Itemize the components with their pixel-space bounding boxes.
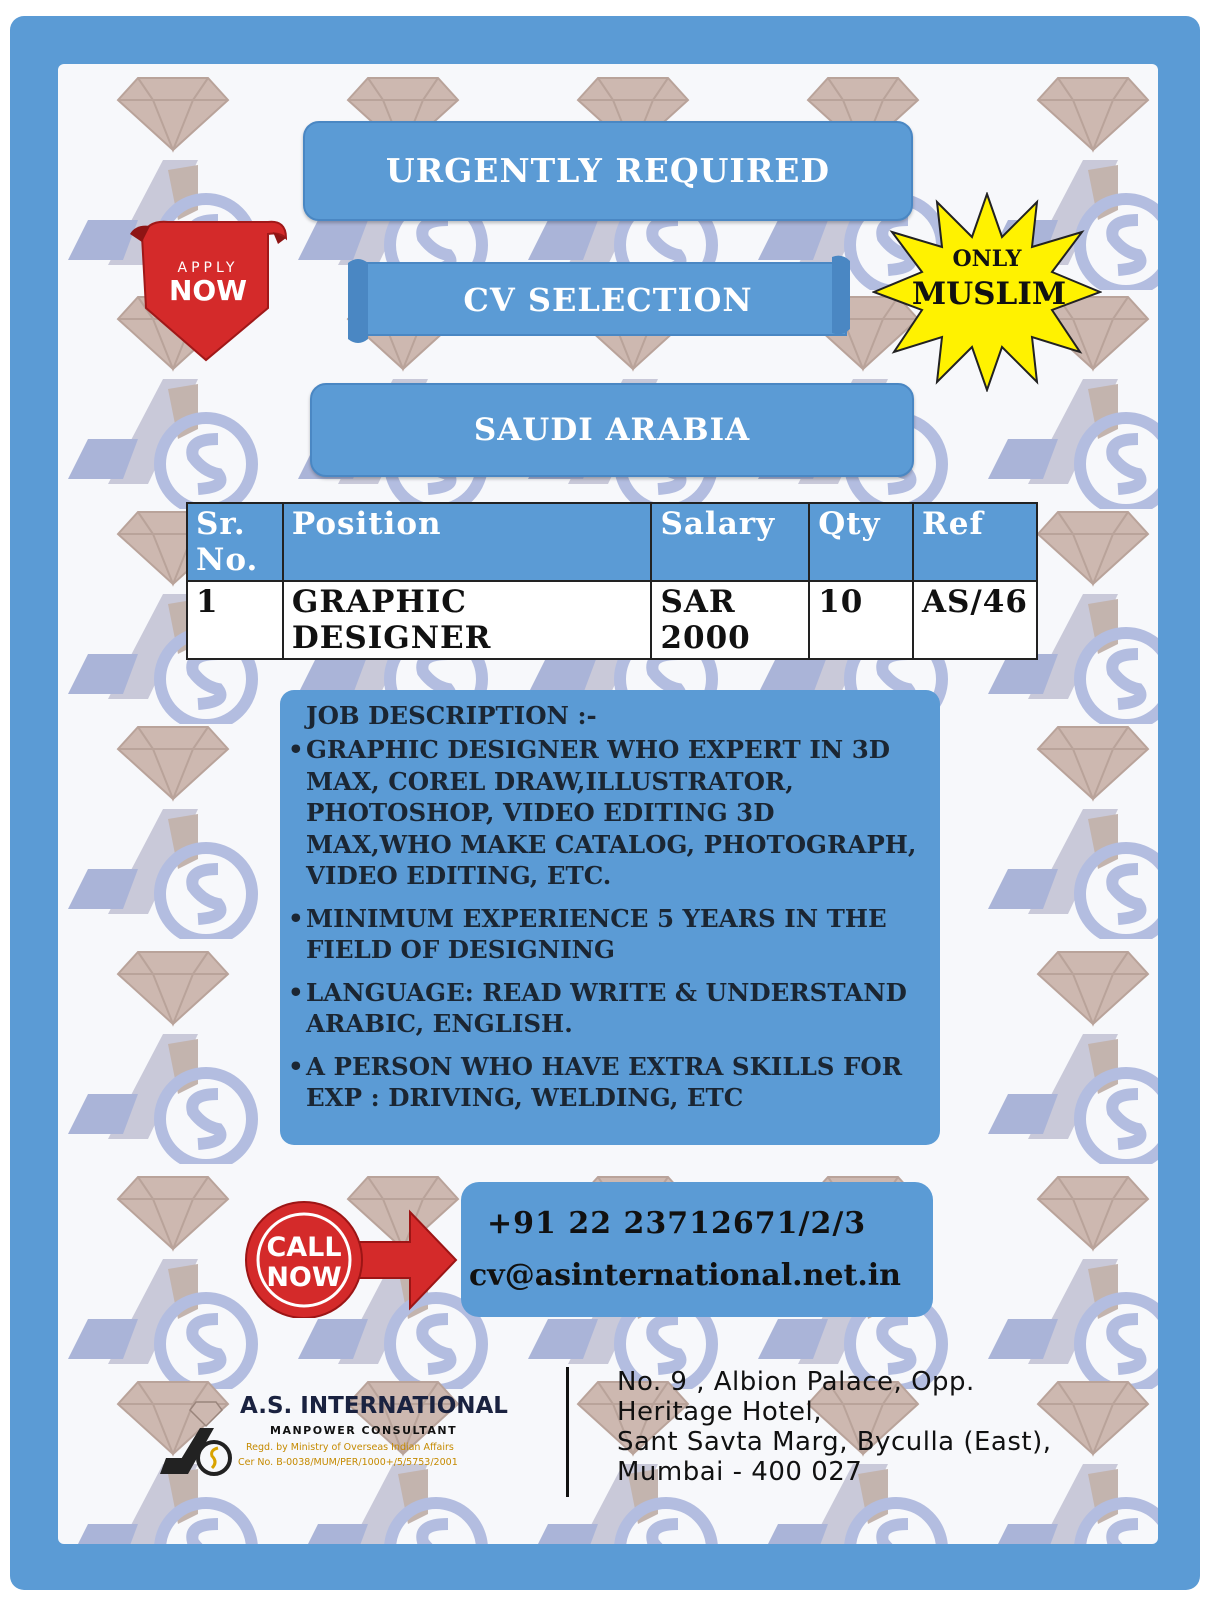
job-description-heading: JOB DESCRIPTION :- (306, 701, 597, 730)
cell-ref: AS/46 (913, 581, 1037, 659)
address-line: Mumbai - 400 027 (617, 1457, 863, 1487)
cell-sr-no: 1 (187, 581, 283, 659)
company-address (617, 1367, 1052, 1487)
list-item: • GRAPHIC DESIGNER WHO EXPERT IN 3D MAX, COREL DRAW,ILLUSTRATOR, PHOTOSHOP, VIDEO EDITING 3D MAX,WHO MAKE CATALOG, PHOTOGRAPH, VIDEO EDITING, ETC. (288, 734, 928, 892)
apply-now-ribbon[interactable] (128, 220, 288, 370)
now-call-text: NOW (266, 1262, 342, 1293)
phone-number[interactable]: +91 22 23712671/2/3 (487, 1206, 867, 1241)
watermark-logo (988, 719, 1158, 939)
cell-position: GRAPHIC DESIGNER (283, 581, 652, 659)
table-row (187, 581, 1037, 659)
urgently-required-text: URGENTLY REQUIRED (385, 151, 831, 190)
company-certificate: Cer No. B-0038/MUM/PER/1000+/5/5753/2001 (238, 1457, 458, 1468)
job-description-box (280, 690, 940, 1145)
cv-selection-text: CV SELECTION (463, 281, 753, 319)
now-text: NOW (168, 274, 248, 307)
watermark-logo (68, 719, 258, 939)
company-tagline: MANPOWER CONSULTANT (270, 1424, 458, 1437)
company-name: A.S. INTERNATIONAL (240, 1393, 508, 1419)
watermark-logo (68, 1169, 258, 1389)
call-text: CALL (266, 1232, 342, 1263)
header-position: Position (283, 503, 652, 581)
address-line: Sant Savta Marg, Byculla (East), (617, 1427, 1052, 1457)
call-now-button[interactable] (240, 1198, 460, 1318)
muslim-text: MUSLIM (911, 276, 1067, 312)
only-muslim-badge (872, 192, 1102, 392)
address-line: No. 9 , Albion Palace, Opp. (617, 1367, 975, 1397)
cell-salary: SAR 2000 (651, 581, 809, 659)
address-line: Heritage Hotel, (617, 1397, 822, 1427)
only-text: ONLY (952, 246, 1022, 272)
country-banner (310, 383, 914, 477)
list-item: • MINIMUM EXPERIENCE 5 YEARS IN THE FIELD OF DESIGNING (288, 903, 928, 966)
job-table (186, 502, 1038, 660)
list-item: • A PERSON WHO HAVE EXTRA SKILLS FOR EXP : DRIVING, WELDING, ETC (288, 1051, 928, 1114)
cell-qty: 10 (809, 581, 913, 659)
header-ref: Ref (913, 503, 1037, 581)
watermark-logo (988, 1169, 1158, 1389)
job-description-list (288, 734, 928, 1125)
divider (566, 1367, 569, 1497)
list-item: • LANGUAGE: READ WRITE & UNDERSTAND ARABIC, ENGLISH. (288, 977, 928, 1040)
table-header-row (187, 503, 1037, 581)
urgently-required-banner (303, 121, 913, 221)
watermark-logo (68, 944, 258, 1164)
contact-box (461, 1182, 933, 1317)
email-link[interactable]: cv@asinternational.net.in (469, 1258, 901, 1293)
company-logo-icon (160, 1398, 240, 1478)
company-registration: Regd. by Ministry of Overseas Indian Affairs (246, 1442, 454, 1453)
watermark-logo (988, 944, 1158, 1164)
country-text: SAUDI ARABIA (473, 412, 751, 448)
cv-selection-scroll (346, 255, 854, 347)
apply-text: APPLY (177, 260, 239, 276)
header-sr-no: Sr. No. (187, 503, 283, 581)
header-qty: Qty (809, 503, 913, 581)
header-salary: Salary (651, 503, 809, 581)
